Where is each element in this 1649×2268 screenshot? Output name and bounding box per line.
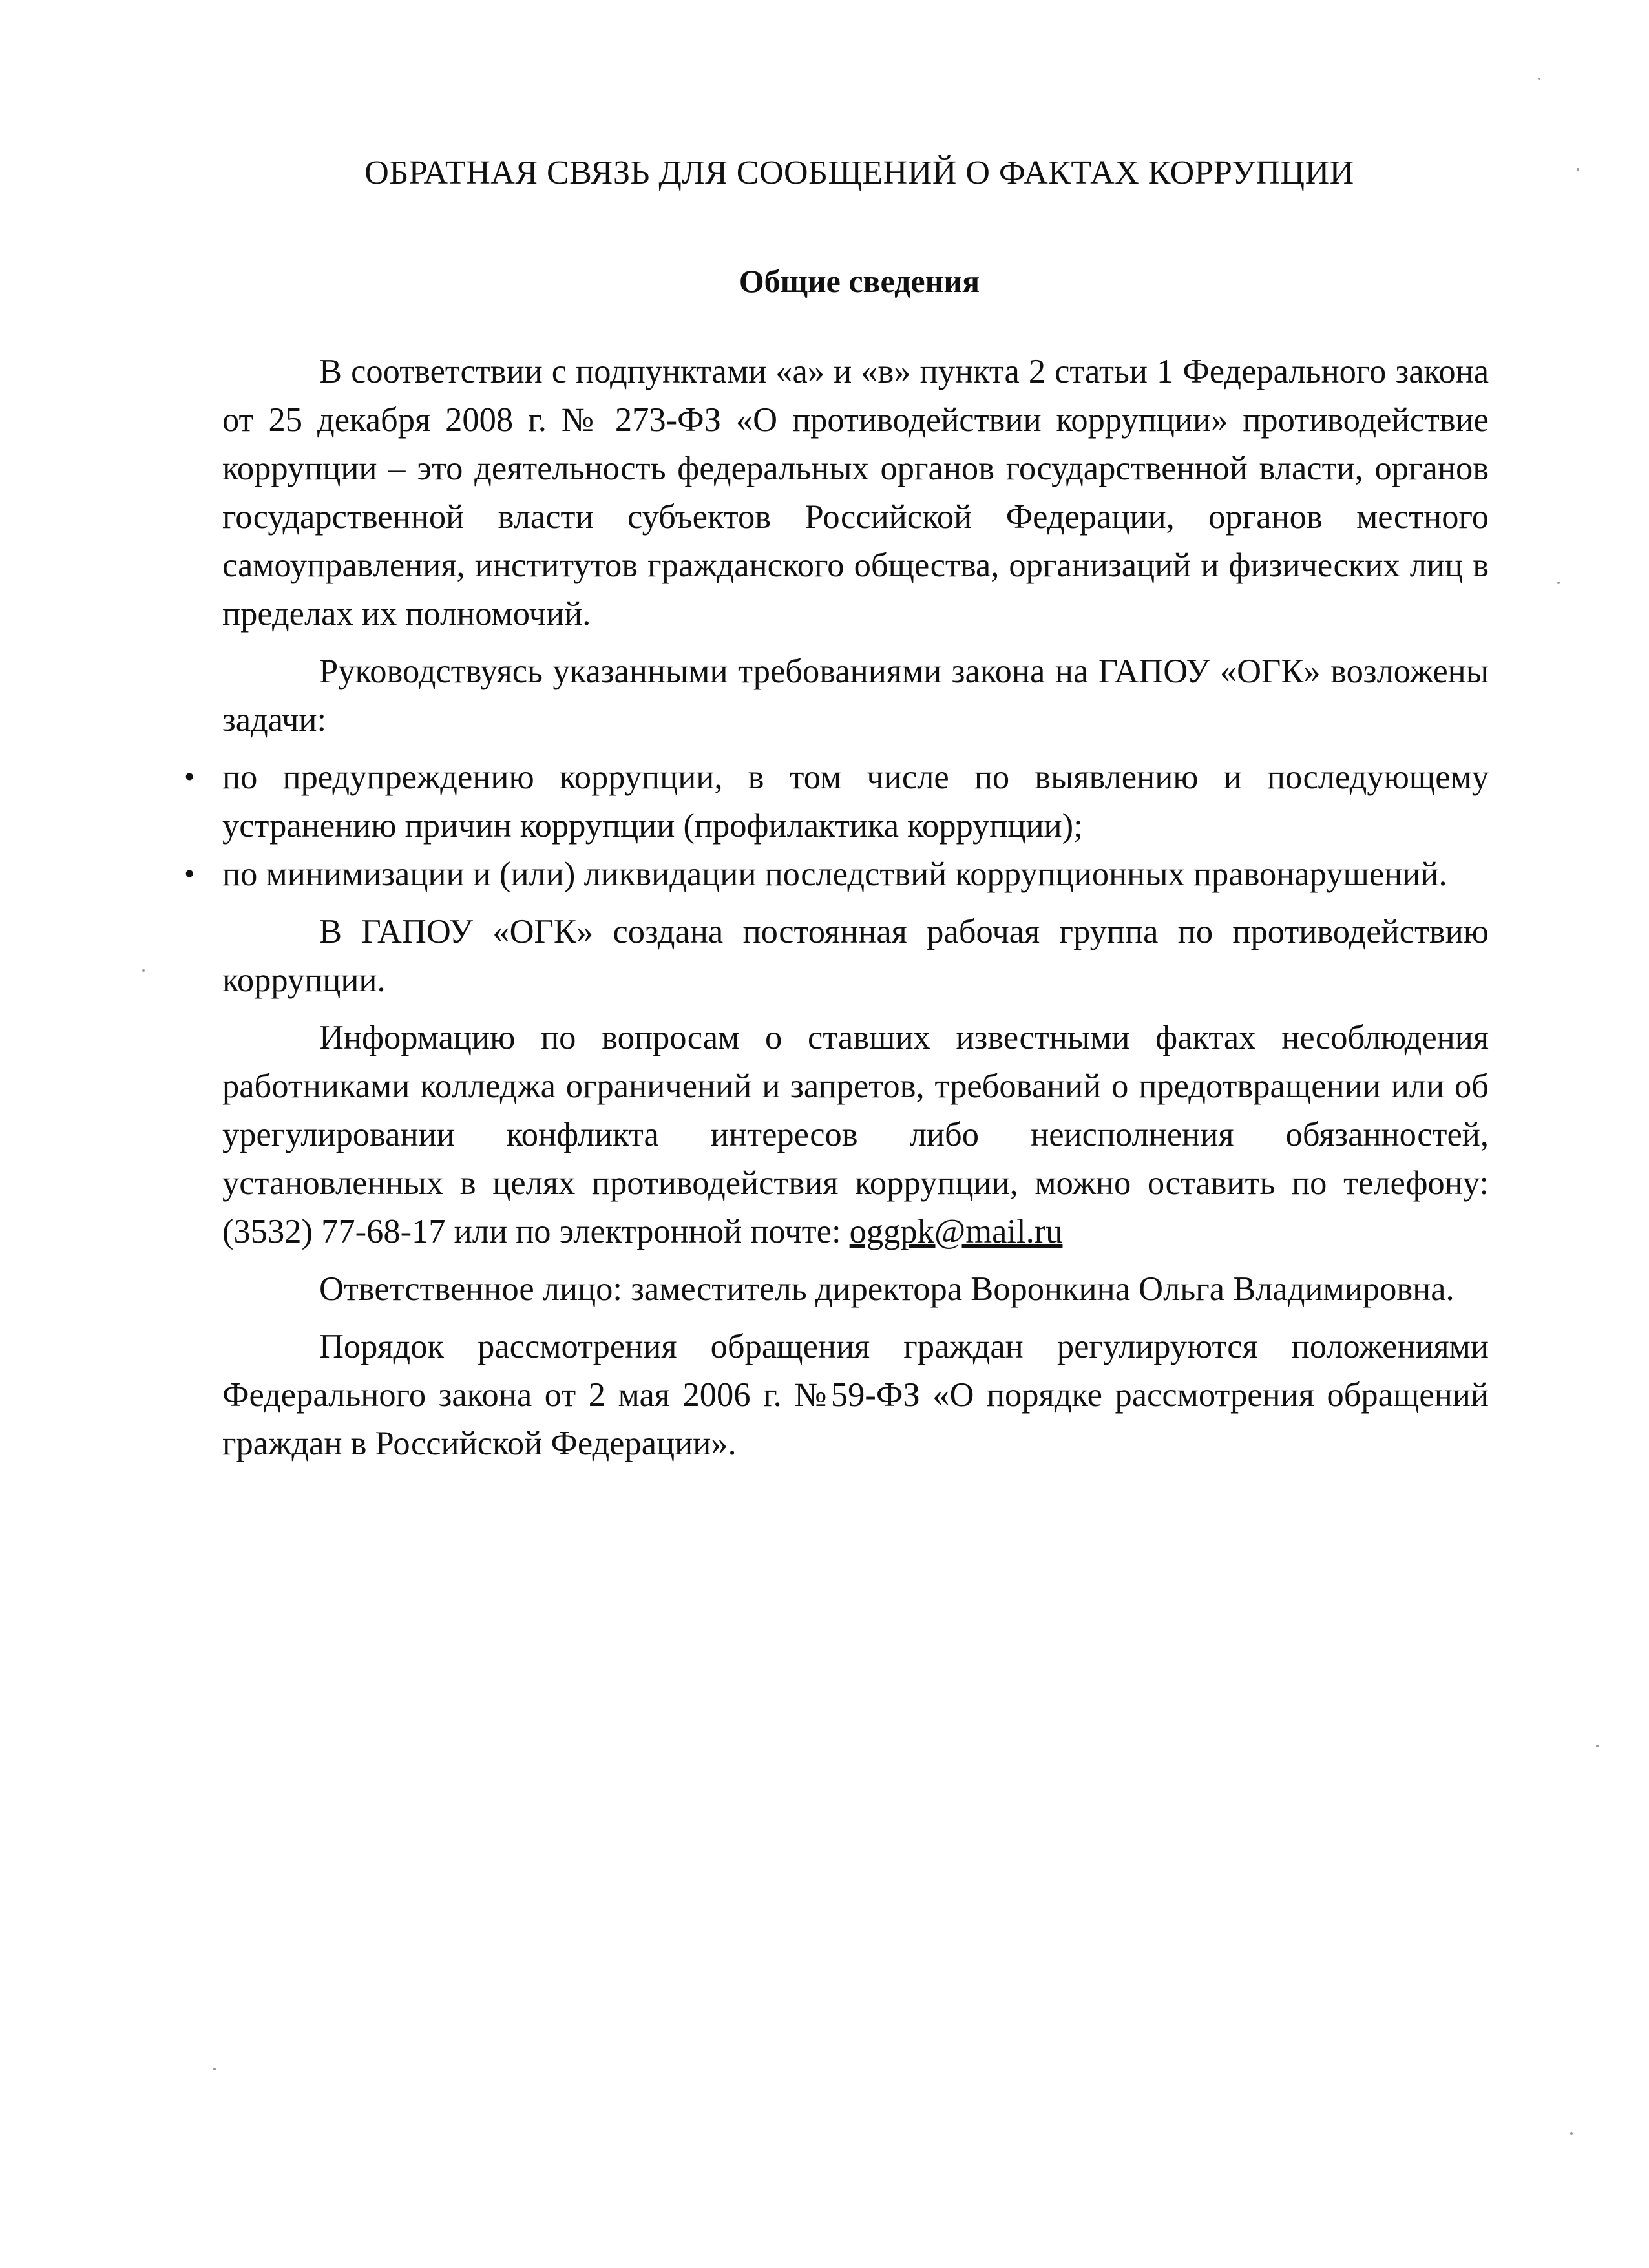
paragraph-contact-info <box>222 1014 1489 1256</box>
section-heading: Общие сведения <box>739 263 980 299</box>
scan-speck <box>1538 78 1540 80</box>
paragraph-procedure: Порядок рассмотрения обращения граждан регулируются положениями Федерального закона от 2 мая 2006 г. №59-ФЗ «О порядке рассмотрения обращений граждан в Российской Федерации». <box>222 1328 1489 1462</box>
paragraph-working-group: В ГАПОУ «ОГК» создана постоянная рабочая группа по противодействию коррупции. <box>222 913 1489 999</box>
scan-speck <box>213 2068 216 2070</box>
email-link[interactable]: oggpk@mail.ru <box>849 1213 1063 1250</box>
paragraph-responsible-person: Ответственное лицо: заместитель директора Воронкина Ольга Владимировна. <box>319 1270 1455 1308</box>
list-item <box>182 753 1489 850</box>
scan-speck <box>1557 582 1560 584</box>
list-item-text: по предупреждению коррупции, в том числе по выявлению и последующему устранению причин коррупции (профилактика коррупции); <box>222 759 1489 845</box>
contact-info-text: Информацию по вопросам о ставших известными фактах несоблюдения работниками колледжа ограничений и запретов, требований о предотвращении или об урегулировании конфликта интересов либо неисполнения обязанностей, установленных в целях противодействия коррупции, можно оставить по телефону: (3532) 77-68-17 или по электронной почте: <box>222 1019 1489 1250</box>
bullet-icon: • <box>182 763 197 792</box>
scan-speck <box>1570 2132 1573 2135</box>
document-body <box>182 348 1489 1477</box>
paragraph-tasks-intro: Руководствуясь указанными требованиями закона на ГАПОУ «ОГК» возложены задачи: <box>222 653 1489 739</box>
scan-speck <box>1596 1745 1599 1747</box>
document-title: ОБРАТНАЯ СВЯЗЬ ДЛЯ СООБЩЕНИЙ О ФАКТАХ КОРРУПЦИИ <box>364 154 1354 191</box>
scan-speck <box>142 969 145 972</box>
list-item <box>182 850 1489 899</box>
bullet-icon: • <box>182 860 197 888</box>
tasks-list <box>182 753 1489 899</box>
scan-speck <box>1577 168 1579 171</box>
paragraph-definition: В соответствии с подпунктами «а» и «в» пункта 2 статьи 1 Федерального закона от 25 декабря 2008 г. № 273-ФЗ «О противодействии коррупции» противодействие коррупции – это деятельность федеральных органов государственной власти, органов государственной власти субъектов Российской Федерации, органов местного самоуправления, институтов гражданского общества, организаций и физических лиц в пределах их полномочий. <box>222 353 1489 633</box>
list-item-text: по минимизации и (или) ликвидации последствий коррупционных правонарушений. <box>222 856 1447 893</box>
